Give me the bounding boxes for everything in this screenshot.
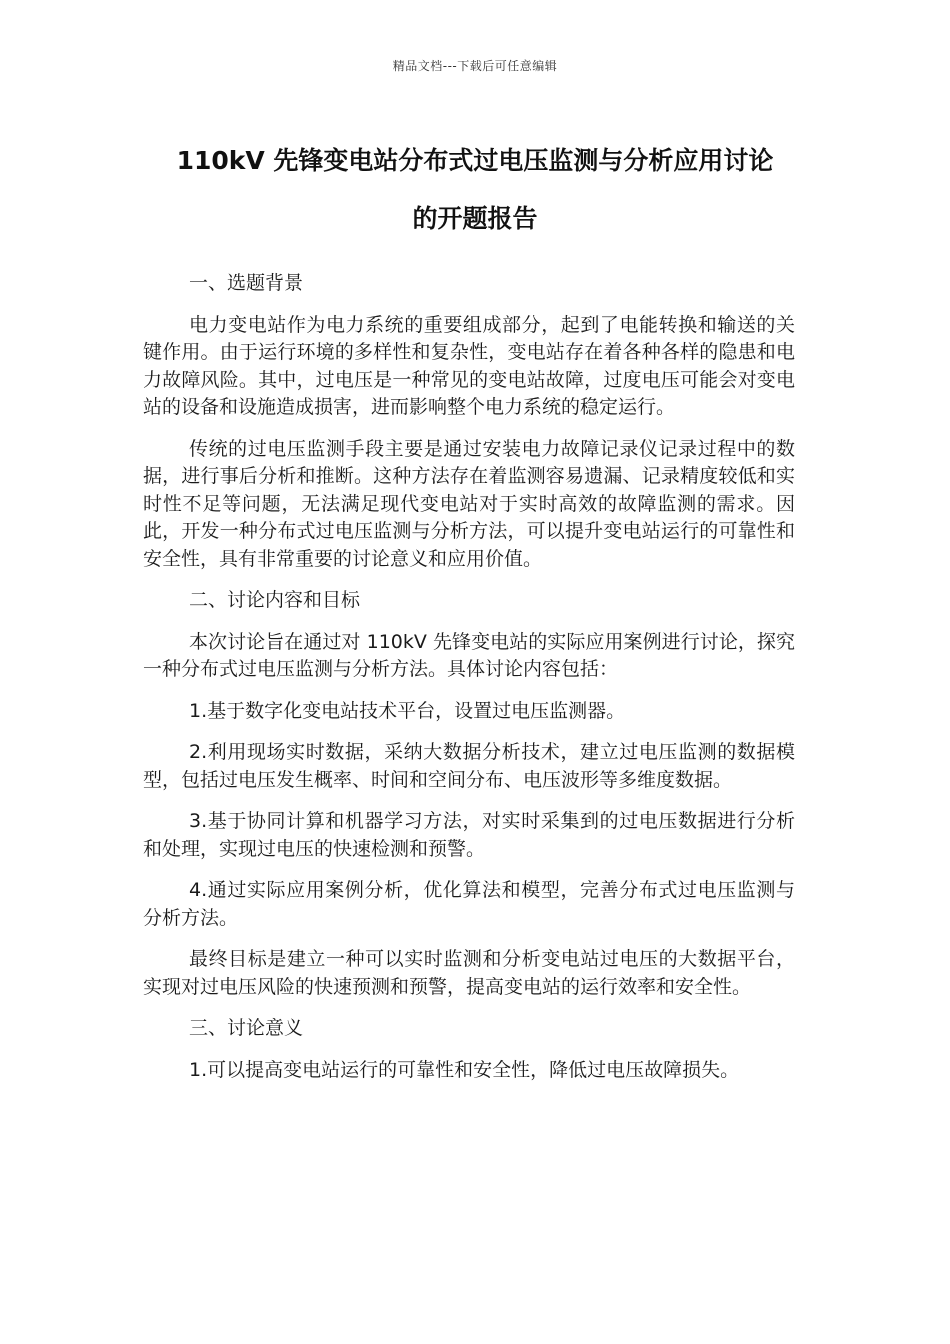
list-item-content-3: 3.基于协同计算和机器学习方法，对实时采集到的过电压数据进行分析和处理，实现过电压的快速检测和预警。	[143, 810, 795, 860]
header-note: 精品文档---下载后可任意编辑	[392, 59, 558, 73]
title-line-2: 的开题报告	[412, 204, 538, 233]
paragraph-background-2: 传统的过电压监测手段主要是通过安装电力故障记录仪记录过程中的数据，进行事后分析和推断。这种方法存在着监测容易遗漏、记录精度较低和实时性不足等问题，无法满足现代变电站对于实时高效的故障监测的需求。因此，开发一种分布式过电压监测与分析方法，可以提升变电站运行的可靠性和安全性，具有非常重要的讨论意义和应用价值。	[143, 437, 795, 570]
document-title	[140, 132, 810, 248]
list-item-significance-1: 1.可以提高变电站运行的可靠性和安全性，降低过电压故障损失。	[189, 1058, 740, 1081]
list-item-content-1: 1.基于数字化变电站技术平台，设置过电压监测器。	[189, 699, 626, 722]
document-body	[143, 270, 795, 1098]
section-heading-background: 一、选题背景	[189, 272, 304, 294]
paragraph-content-intro: 本次讨论旨在通过对 110kV 先锋变电站的实际应用案例进行讨论，探究一种分布式过电压监测与分析方法。具体讨论内容包括：	[143, 630, 795, 680]
list-item-content-4: 4.通过实际应用案例分析，优化算法和模型，完善分布式过电压监测与分析方法。	[143, 879, 795, 929]
paragraph-content-goal: 最终目标是建立一种可以实时监测和分析变电站过电压的大数据平台，实现对过电压风险的快速预测和预警，提高变电站的运行效率和安全性。	[143, 948, 795, 998]
section-heading-content: 二、讨论内容和目标	[189, 589, 361, 611]
list-item-content-2: 2.利用现场实时数据，采纳大数据分析技术，建立过电压监测的数据模型，包括过电压发生概率、时间和空间分布、电压波形等多维度数据。	[143, 741, 795, 791]
title-line-1: 110kV 先锋变电站分布式过电压监测与分析应用讨论	[176, 146, 774, 175]
paragraph-background-1: 电力变电站作为电力系统的重要组成部分，起到了电能转换和输送的关键作用。由于运行环境的多样性和复杂性，变电站存在着各种各样的隐患和电力故障风险。其中，过电压是一种常见的变电站故障，过度电压可能会对变电站的设备和设施造成损害，进而影响整个电力系统的稳定运行。	[143, 313, 795, 418]
section-heading-significance: 三、讨论意义	[189, 1017, 304, 1039]
